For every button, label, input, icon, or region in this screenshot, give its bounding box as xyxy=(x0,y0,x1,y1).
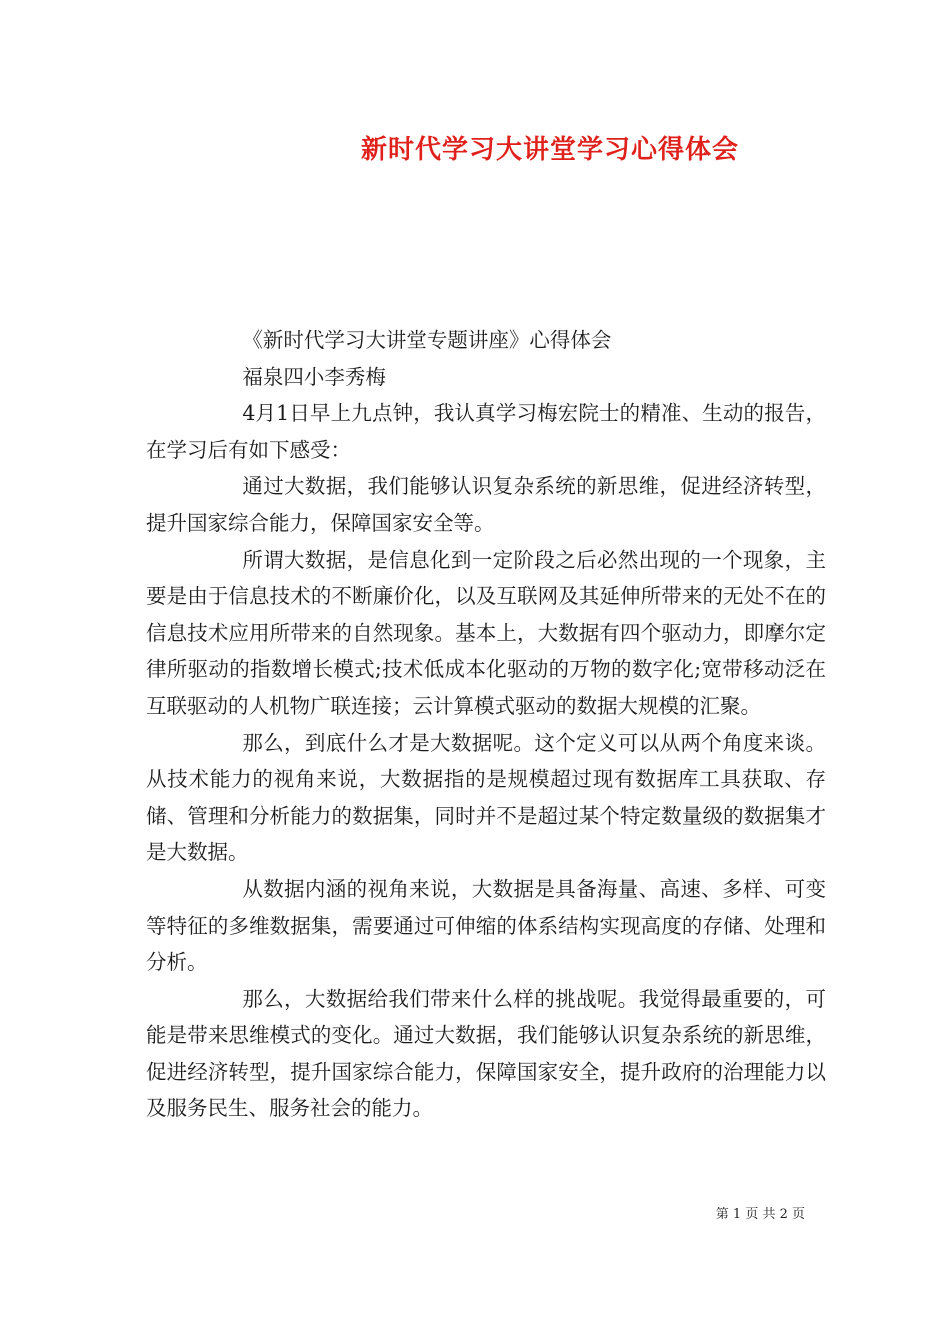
page-number: 第 1 页 共 2 页 xyxy=(715,1207,805,1222)
paragraph: 那么，到底什么才是大数据呢。这个定义可以从两个角度来谈。从技术能力的视角来说，大数据指的是规模超过现有数据库工具获取、存储、管理和分析能力的数据集，同时并不是超过某个特定数量级的数据集才是大数据。 xyxy=(146,730,826,865)
document-title: 新时代学习大讲堂学习心得体会 xyxy=(360,135,739,165)
author-line: 福泉四小李秀梅 xyxy=(242,364,386,389)
paragraph: 所谓大数据，是信息化到一定阶段之后必然出现的一个现象，主要是由于信息技术的不断廉价化，以及互联网及其延伸所带来的无处不在的信息技术应用所带来的自然现象。基本上，大数据有四个驱动力，即摩尔定律所驱动的指数增长模式;技术低成本化驱动的万物的数字化;宽带移动泛在互联驱动的人机物广联连接；云计算模式驱动的数据大规模的汇聚。 xyxy=(146,547,826,718)
paragraph: 从数据内涵的视角来说，大数据是具备海量、高速、多样、可变等特征的多维数据集，需要通过可伸缩的体系结构实现高度的存储、处理和分析。 xyxy=(146,876,826,975)
document-body xyxy=(146,322,826,1127)
paragraph: 通过大数据，我们能够认识复杂系统的新思维，促进经济转型，提升国家综合能力，保障国家安全等。 xyxy=(146,474,826,535)
lecture-heading: 《新时代学习大讲堂专题讲座》心得体会 xyxy=(242,328,612,352)
paragraph: 那么，大数据给我们带来什么样的挑战呢。我觉得最重要的，可能是带来思维模式的变化。通过大数据，我们能够认识复杂系统的新思维，促进经济转型，提升国家综合能力，保障国家安全，提升政府的治理能力以及服务民生、服务社会的能力。 xyxy=(146,986,826,1121)
paragraph: 4月1日早上九点钟，我认真学习梅宏院士的精准、生动的报告，在学习后有如下感受： xyxy=(146,401,826,462)
